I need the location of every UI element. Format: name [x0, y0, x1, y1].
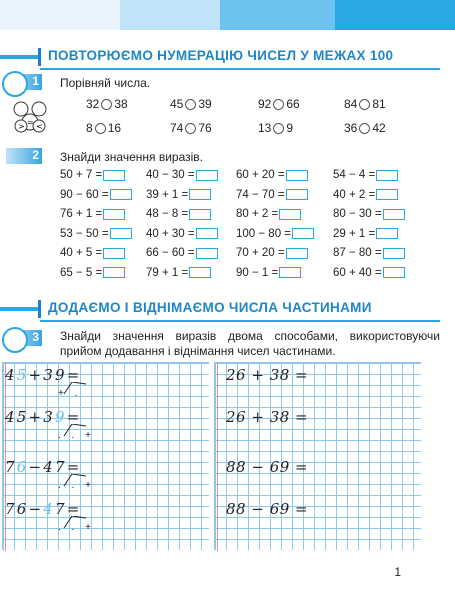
page-number: 1	[394, 565, 401, 579]
expression-item	[333, 228, 398, 240]
expression-part: +	[28, 366, 44, 384]
expression-text: 50 + 7 =	[60, 169, 103, 181]
section-heading-addition-by-parts	[0, 296, 455, 322]
comparison-left-number: 8	[86, 121, 93, 135]
answer-circle[interactable]	[185, 99, 196, 110]
practice-expression: 26 + 38 =	[226, 366, 309, 384]
expression-text: 90 − 1 =	[236, 266, 279, 279]
comparison-right-number: 76	[198, 121, 212, 135]
comparison-right-number: 38	[114, 97, 128, 111]
decomposition-parts: . . +	[58, 430, 95, 441]
expression-part: 9	[55, 408, 67, 426]
expression-text: 100 − 80 =	[236, 227, 291, 240]
expression-text: 60 + 40 =	[333, 266, 382, 279]
section-heading-numbering	[0, 44, 455, 70]
expression-text: 40 + 5 =	[60, 247, 103, 259]
expression-item	[333, 208, 405, 220]
expression-text: 66 − 60 =	[146, 247, 195, 259]
expression-item	[333, 247, 405, 259]
comparison-right-number: 81	[372, 97, 386, 111]
answer-box[interactable]	[110, 228, 132, 239]
expression-text: 39 + 1 =	[146, 188, 189, 201]
answer-box[interactable]	[383, 209, 405, 220]
answer-box[interactable]	[103, 267, 125, 278]
answer-circle[interactable]	[185, 123, 196, 134]
comparison-right-number: 42	[372, 121, 386, 135]
answer-box[interactable]	[196, 170, 218, 181]
comparison-left-number: 74	[170, 121, 184, 135]
comparison-item	[170, 97, 212, 111]
svg-text:=: =	[27, 118, 34, 127]
expression-part: 5	[16, 408, 29, 426]
expression-item	[146, 208, 211, 220]
expression-item	[146, 247, 218, 259]
expression-text: 90 − 60 =	[60, 188, 109, 201]
answer-box[interactable]	[376, 170, 398, 181]
comparison-item	[170, 121, 212, 135]
comparison-right-number: 66	[286, 97, 300, 111]
answer-box[interactable]	[286, 189, 308, 200]
answer-box[interactable]	[292, 228, 314, 239]
expression-item	[60, 247, 125, 259]
expression-part: 7	[5, 458, 17, 476]
answer-box[interactable]	[376, 228, 398, 239]
expression-part: +	[28, 408, 44, 426]
expression-part: =	[66, 458, 82, 476]
comparison-right-number: 39	[198, 97, 212, 111]
expression-part: 4	[5, 408, 17, 426]
answer-circle[interactable]	[101, 99, 112, 110]
answer-circle[interactable]	[359, 99, 370, 110]
answer-box[interactable]	[189, 267, 211, 278]
expression-text: 76 + 1 =	[60, 208, 103, 220]
expression-part: 7	[55, 458, 67, 476]
expression-part: =	[66, 408, 82, 426]
expression-text: 40 + 30 =	[146, 227, 195, 240]
comparison-left-number: 92	[258, 97, 272, 111]
task-2-badge: 2	[6, 148, 42, 164]
comparison-signs-icon	[12, 100, 48, 134]
expression-part: 7	[5, 500, 17, 518]
answer-box[interactable]	[103, 170, 125, 181]
task-2-instruction: Знайди значення виразів.	[60, 150, 204, 164]
answer-circle[interactable]	[95, 123, 106, 134]
comparison-item	[344, 121, 386, 135]
decomposition-parts: . . +	[58, 480, 95, 491]
top-color-bar	[0, 0, 455, 30]
expression-part: 7	[55, 500, 67, 518]
comparison-left-number: 32	[86, 97, 100, 111]
expression-part: 4	[5, 366, 17, 384]
practice-expression: 88 − 69 =	[226, 500, 309, 518]
comparison-left-number: 84	[344, 97, 358, 111]
expression-item	[146, 189, 211, 201]
comparison-item	[86, 121, 121, 135]
expression-text: 40 − 30 =	[146, 169, 195, 181]
expression-part: 9	[55, 366, 67, 384]
comparison-left-number: 45	[170, 97, 184, 111]
answer-box[interactable]	[110, 189, 132, 200]
answer-box[interactable]	[103, 209, 125, 220]
answer-box[interactable]	[279, 209, 301, 220]
section-title: ПОВТОРЮЄМО НУМЕРАЦІЮ ЧИСЕЛ У МЕЖАХ 100	[48, 48, 394, 63]
answer-box[interactable]	[103, 248, 125, 259]
expression-text: 80 − 30 =	[333, 208, 382, 220]
task-1-instruction: Порівняй числа.	[60, 76, 151, 90]
comparison-item	[344, 97, 386, 111]
comparison-item	[86, 97, 128, 111]
expression-item	[60, 228, 132, 240]
practice-expression: 26 + 38 =	[226, 408, 309, 426]
practice-expression: 88 − 69 =	[226, 458, 309, 476]
answer-box[interactable]	[196, 248, 218, 259]
expression-part: −	[28, 500, 44, 518]
expression-item	[333, 169, 398, 181]
answer-box[interactable]	[286, 170, 308, 181]
comparison-left-number: 13	[258, 121, 272, 135]
task-3-instruction-line-1: Знайди значення виразів двома способами, використовуючи	[60, 329, 440, 343]
expression-item	[60, 267, 125, 279]
answer-box[interactable]	[189, 209, 211, 220]
expression-item	[236, 169, 308, 181]
expression-text: 60 + 20 =	[236, 169, 285, 181]
expression-part: 3	[43, 366, 56, 384]
expression-part: 4	[43, 500, 56, 518]
task-1-badge: 1	[6, 74, 42, 90]
task-3-instruction-line-2: прийом додавання і віднімання чисел частинами.	[60, 344, 336, 358]
answer-box[interactable]	[383, 267, 405, 278]
expression-item	[236, 247, 308, 259]
answer-box[interactable]	[196, 228, 218, 239]
expression-text: 80 + 2 =	[236, 208, 279, 220]
comparison-item	[258, 121, 293, 135]
grid-left[interactable]	[2, 362, 209, 550]
task-3-badge: 3	[6, 330, 42, 346]
expression-item	[60, 169, 125, 181]
answer-box[interactable]	[286, 248, 308, 259]
expression-item	[236, 208, 301, 220]
section-title: ДОДАЄМО І ВІДНІМАЄМО ЧИСЛА ЧАСТИНАМИ	[48, 300, 372, 315]
expression-part: 6	[16, 500, 29, 518]
answer-box[interactable]	[383, 248, 405, 259]
decomposition-parts: + .	[58, 388, 82, 399]
comparison-right-number: 16	[107, 121, 122, 135]
answer-box[interactable]	[376, 189, 398, 200]
decomposition-parts: . . +	[58, 522, 95, 533]
expression-part: =	[66, 500, 82, 518]
comparison-right-number: 9	[286, 121, 294, 135]
expression-item	[146, 228, 218, 240]
expression-text: 54 − 4 =	[333, 169, 376, 181]
expression-part: =	[66, 366, 82, 384]
expression-text: 48 − 8 =	[146, 208, 189, 220]
grid-right[interactable]	[214, 362, 421, 550]
expression-text: 87 − 80 =	[333, 247, 382, 259]
svg-text:<: <	[36, 122, 43, 131]
expression-item	[236, 228, 314, 240]
expression-text: 29 + 1 =	[333, 227, 376, 240]
expression-item	[333, 267, 405, 279]
expression-text: 65 − 5 =	[60, 266, 103, 279]
expression-item	[60, 189, 132, 201]
expression-text: 79 + 1 =	[146, 266, 189, 279]
answer-box[interactable]	[189, 189, 211, 200]
answer-box[interactable]	[279, 267, 301, 278]
expression-text: 70 + 20 =	[236, 247, 285, 259]
answer-circle[interactable]	[359, 123, 370, 134]
expression-item	[236, 189, 308, 201]
expression-item	[333, 189, 398, 201]
expression-item	[146, 267, 211, 279]
svg-text:>: >	[18, 122, 25, 131]
comparison-item	[258, 97, 300, 111]
expression-part: 6	[16, 458, 29, 476]
answer-circle[interactable]	[273, 123, 284, 134]
expression-item	[236, 267, 301, 279]
expression-text: 53 − 50 =	[60, 227, 109, 240]
expression-part: 5	[16, 366, 29, 384]
expression-text: 40 + 2 =	[333, 188, 376, 201]
expression-item	[60, 208, 125, 220]
expression-text: 74 − 70 =	[236, 188, 285, 201]
answer-circle[interactable]	[273, 99, 284, 110]
expression-part: −	[28, 458, 44, 476]
comparison-left-number: 36	[344, 121, 358, 135]
expression-part: 3	[43, 408, 56, 426]
expression-part: 4	[43, 458, 56, 476]
expression-item	[146, 169, 218, 181]
